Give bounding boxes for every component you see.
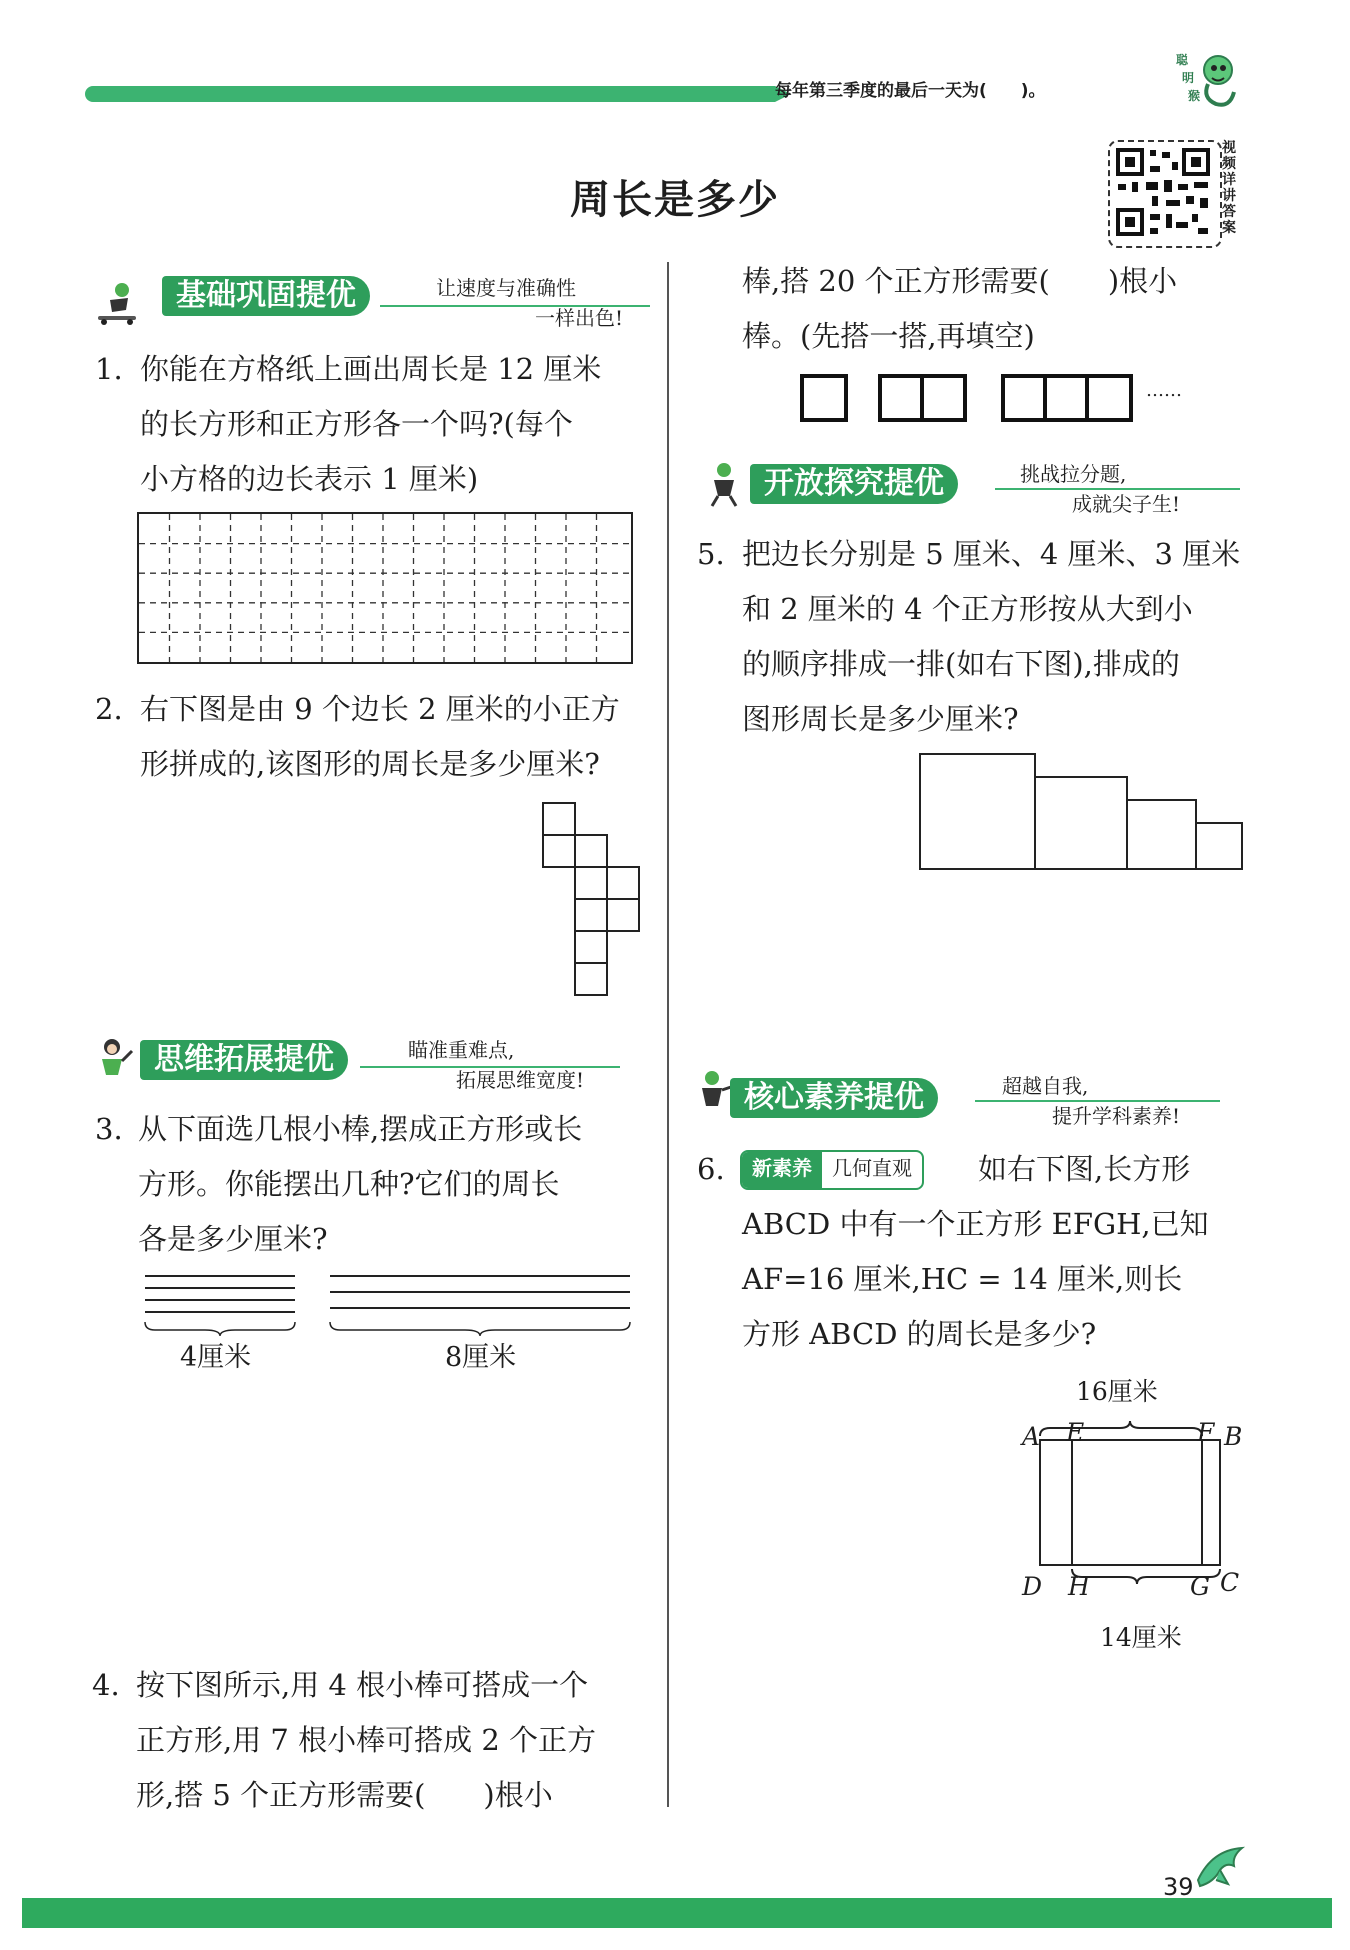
q6-point-a: A [1022, 1422, 1041, 1451]
q6-line0: 如右下图,长方形 [978, 1152, 1191, 1186]
q3-label-long: 8厘米 [445, 1342, 517, 1373]
q4-number: 4. [92, 1668, 120, 1702]
q3-line3: 各是多少厘米? [138, 1222, 328, 1256]
svg-text:聪: 聪 [1176, 53, 1189, 67]
q4-cont-line1: 棒,搭 20 个正方形需要( )根小 [742, 264, 1178, 298]
q1-line2: 的长方形和正方形各一个吗?(每个 [140, 407, 573, 441]
q6-top-label: 16厘米 [1076, 1377, 1158, 1406]
q6-badge [740, 1150, 924, 1190]
section-thinking-label: 思维拓展提优 [140, 1040, 348, 1080]
page-title: 周长是多少 [570, 177, 780, 223]
section-core-label: 核心素养提优 [730, 1078, 938, 1118]
grid-paper[interactable] [137, 512, 633, 664]
q4-two-squares [878, 374, 968, 422]
section-basic-label: 基础巩固提优 [162, 276, 370, 316]
svg-text:猴: 猴 [1188, 89, 1201, 103]
q4-ellipsis: …… [1146, 380, 1182, 401]
q2-line2: 形拼成的,该图形的周长是多少厘米? [140, 747, 600, 781]
section-core-tag2: 提升学科素养! [1052, 1104, 1181, 1128]
q6-line2: AF=16 厘米,HC = 14 厘米,则长 [742, 1262, 1183, 1296]
q2-number: 2. [95, 692, 123, 726]
svg-text:明: 明 [1182, 71, 1195, 85]
q6-point-d: D [1022, 1572, 1043, 1601]
header-bar [85, 86, 775, 102]
section-explore-tag2: 成就尖子生! [1072, 492, 1181, 516]
section-basic-tag1: 让速度与准确性 [436, 276, 576, 300]
q4-cont-line2: 棒。(先搭一搭,再填空) [742, 319, 1035, 353]
q1-line1: 你能在方格纸上画出周长是 12 厘米 [140, 352, 602, 386]
q2-line1: 右下图是由 9 个边长 2 厘米的小正方 [140, 692, 620, 726]
qr-code[interactable] [1108, 140, 1222, 248]
dolphin-icon [1192, 1840, 1252, 1900]
q6-number: 6. [697, 1152, 725, 1186]
q3-line1: 从下面选几根小棒,摆成正方形或长 [138, 1112, 583, 1146]
column-divider [667, 262, 669, 1807]
grid-lines [139, 514, 631, 662]
page-number: 39 [1163, 1873, 1194, 1901]
footer-band [22, 1898, 1332, 1928]
q3-label-short: 4厘米 [180, 1342, 252, 1373]
monkey-mascot-icon [1172, 48, 1242, 110]
q4-line3: 形,搭 5 个正方形需要( )根小 [136, 1778, 553, 1812]
q1-line3: 小方格的边长表示 1 厘米) [140, 462, 479, 496]
q5-line4: 图形周长是多少厘米? [742, 702, 1019, 736]
q6-point-e: E [1066, 1418, 1085, 1447]
q4-line1: 按下图所示,用 4 根小棒可搭成一个 [136, 1668, 589, 1702]
qr-pattern-icon [1110, 142, 1216, 242]
q6-point-f: F [1197, 1418, 1215, 1447]
q6-bottom-label: 14厘米 [1100, 1623, 1182, 1652]
q2-square-figure [540, 800, 645, 1002]
header-question: 每年第三季度的最后一天为( )。 [775, 81, 1046, 101]
q6-point-g: G [1190, 1572, 1210, 1601]
section-thinking-tag1: 瞄准重难点, [408, 1038, 515, 1062]
q4-one-square [800, 374, 848, 422]
section-basic-tag2: 一样出色! [535, 306, 624, 330]
q4-line2: 正方形,用 7 根小棒可搭成 2 个正方 [136, 1723, 596, 1757]
thinking-kid-icon [90, 1035, 138, 1083]
q3-number: 3. [95, 1112, 123, 1146]
skateboard-kid-icon [92, 278, 140, 326]
q6-badge-topic: 几何直观 [832, 1156, 912, 1180]
q3-line2: 方形。你能摆出几种?它们的周长 [138, 1167, 560, 1201]
q6-badge-new: 新素养 [742, 1152, 822, 1188]
section-core-tag1: 超越自我, [1002, 1074, 1089, 1098]
q6-point-c: C [1220, 1568, 1240, 1597]
q6-line1: ABCD 中有一个正方形 EFGH,已知 [742, 1207, 1209, 1241]
climbing-kid-icon [700, 460, 748, 508]
q5-line1: 把边长分别是 5 厘米、4 厘米、3 厘米 [742, 537, 1241, 571]
q5-line2: 和 2 厘米的 4 个正方形按从大到小 [742, 592, 1193, 626]
section-explore-label: 开放探究提优 [750, 464, 958, 504]
q6-point-h: H [1068, 1572, 1090, 1601]
q1-number: 1. [95, 352, 123, 386]
section-thinking-tag2: 拓展思维宽度! [456, 1068, 585, 1092]
q5-squares-figure [918, 752, 1248, 876]
q4-three-squares [1001, 374, 1141, 422]
q6-line3: 方形 ABCD 的周长是多少? [742, 1317, 1097, 1351]
q6-point-b: B [1224, 1422, 1243, 1451]
q5-number: 5. [697, 537, 725, 571]
section-explore-tag1: 挑战拉分题, [1020, 462, 1127, 486]
q5-line3: 的顺序排成一排(如右下图),排成的 [742, 647, 1180, 681]
qr-label: 视频详讲答案 [1222, 140, 1236, 236]
